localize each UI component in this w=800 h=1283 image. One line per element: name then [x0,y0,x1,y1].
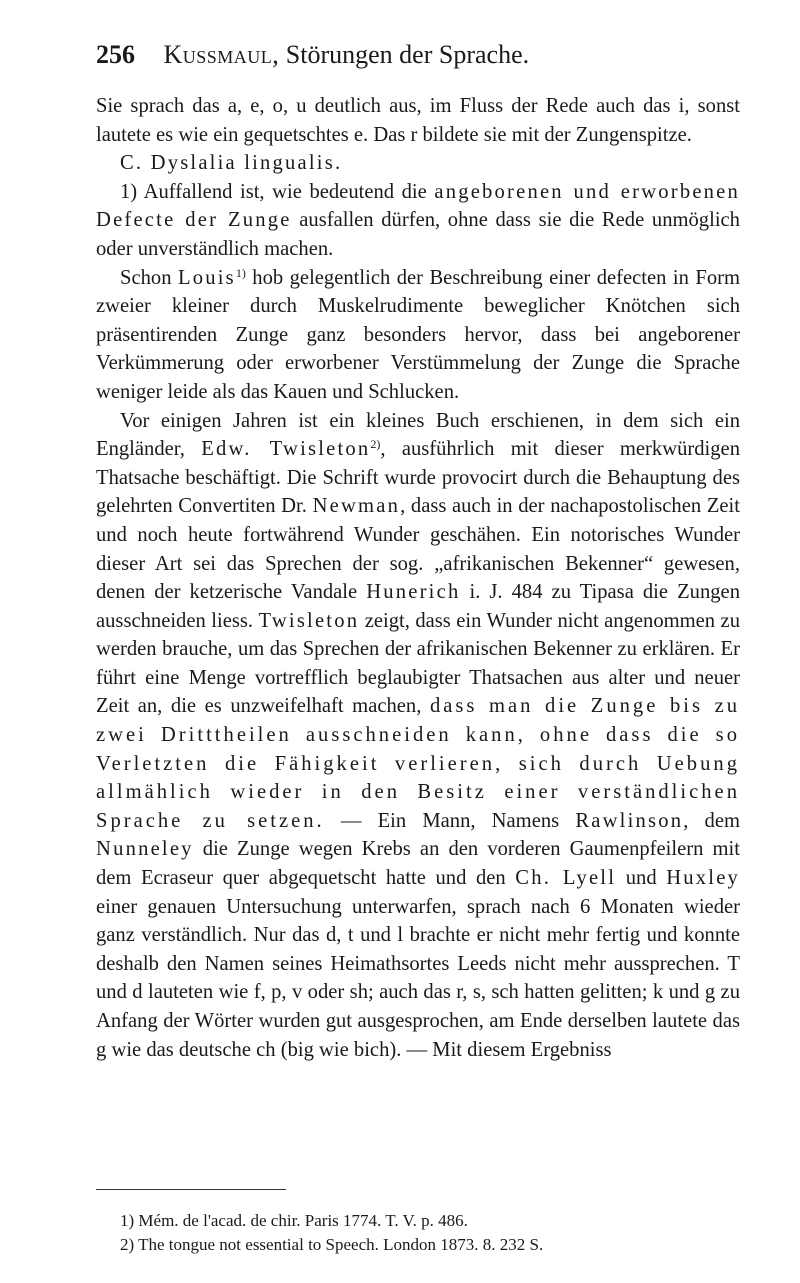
emphasis-text: angeborenen und erworbenen Defecte der Zunge [96,180,740,232]
emphasis-text: dass man die Zunge bis zu zwei Dritttheilen ausschneiden kann, ohne dass die so Verletzten die Fähigkeit verlieren, sich durch Uebung allmählich wieder in den Besitz einer verständlichen Sprache zu setzen. [96,695,741,832]
person-name: Ch. Lyell [515,867,617,890]
paragraph-3-text: Schon [120,266,178,289]
paragraph-4-text: , dass auch in der nachapostolischen Zeit und noch heute fortwährend Wunder geschähen. Ein notorisches Wunder dieser Art sei das Sprechen der sog. „afrikanischen Bekenner“ gewesen, denen der ketzerische Vandale [96,495,740,604]
section-heading [96,149,740,178]
person-name: Hunerich [366,581,461,604]
paragraph-4-text: einer genauen Untersuchung unterwarfen, sprach nach 6 Monaten wieder ganz verständlich. Nur das d, t und l brachte er nicht mehr fertig und konnte deshalb den Namen seines Heimathsortes Leeds nicht mehr aussprechen. T und d lauteten wie f, p, v oder sh; auch das r, s, sch hatten gelitten; k und g zu Anfang der Wörter wurden gut ausgesprochen, am Ende derselben lautete das g wie das deutsche ch (big wie bich). — Mit diesem Ergebniss [96,895,740,1061]
person-name: Edw. Twisleton [201,438,371,461]
paragraph-4-text: und [616,867,667,890]
paragraph-4-text: , dem [683,809,740,832]
paragraph-4-text: Vor einigen Jahren ist ein kleines Buch erschienen, in dem sich ein Engländer, [96,409,740,461]
paragraph-4-text: , ausführlich mit dieser merkwürdigen Thatsache beschäftigt. Die Schrift wurde provocirt durch die Behauptung des gelehrten Convertiten Dr. [96,438,740,518]
header-title: Störungen der Sprache. [285,40,530,69]
section-heading-text: C. Dyslalia lingualis. [120,152,343,175]
footnotes [120,1209,740,1257]
paragraph-4 [96,407,740,1065]
person-name: Rawlinson [575,809,684,832]
footnote-ref: 2) [370,437,381,452]
paragraph-4-text: zeigt, dass ein Wunder nicht angenommen zu werden brauche, um das Sprechen der afrikanischen Bekenner zu erklären. Er führt eine Menge vortrefflich beglaubigter Thatsachen aus alter und neuer Zeit an, die es unzweifelhaft machen, [96,609,740,718]
paragraph-2 [96,178,740,264]
footnote-ref: 1) [235,265,246,280]
footnote-1: 1) Mém. de l'acad. de chir. Paris 1774. T. V. p. 486. [120,1211,468,1230]
paragraph-4-text: — Ein Mann, Namens [324,809,576,832]
paragraph-2-text: 1) Auffallend ist, wie bedeutend die [120,180,435,203]
page-body [96,92,740,1064]
page-number: 256 [96,40,135,69]
person-name: Huxley [666,867,741,890]
footnote-2: 2) The tongue not essential to Speech. London 1873. 8. 232 S. [120,1235,544,1254]
header-author: Kussmaul, [163,40,280,69]
running-header [96,38,716,72]
paragraph-4-text: i. J. 484 zu Tipasa die Zungen ausschneiden liess. [96,581,740,632]
paragraph-3 [96,264,740,407]
paragraph-3-text: hob gelegentlich der Beschreibung einer defecten in Form zweier kleiner durch Muskelrudimente beweglicher Knötchen sich präsentirenden Zunge ganz besonders hervor, dass bei angeborener Verkümmerung oder erworbener Verstümmelung der Zunge die Sprache weniger leide als das Kauen und Schlucken. [96,266,740,403]
person-name: Louis [177,266,236,289]
person-name: Nunneley [96,838,194,861]
paragraph-4-text: die Zunge wegen Krebs an den vorderen Gaumenpfeilern mit dem Ecraseur quer abgequetscht hatte und den [96,838,740,890]
paragraph-2-text: ausfallen dürfen, ohne dass sie die Rede unmöglich oder unverständlich machen. [96,209,740,260]
footnote-divider [96,1189,286,1190]
paragraph-1: Sie sprach das a, e, o, u deutlich aus, im Fluss der Rede auch das i, sonst lautete es wie ein gequetschtes e. Das r bildete sie mit der Zungenspitze. [96,95,740,146]
person-name: Twisleton [258,609,360,632]
person-name: Newman [312,495,401,518]
